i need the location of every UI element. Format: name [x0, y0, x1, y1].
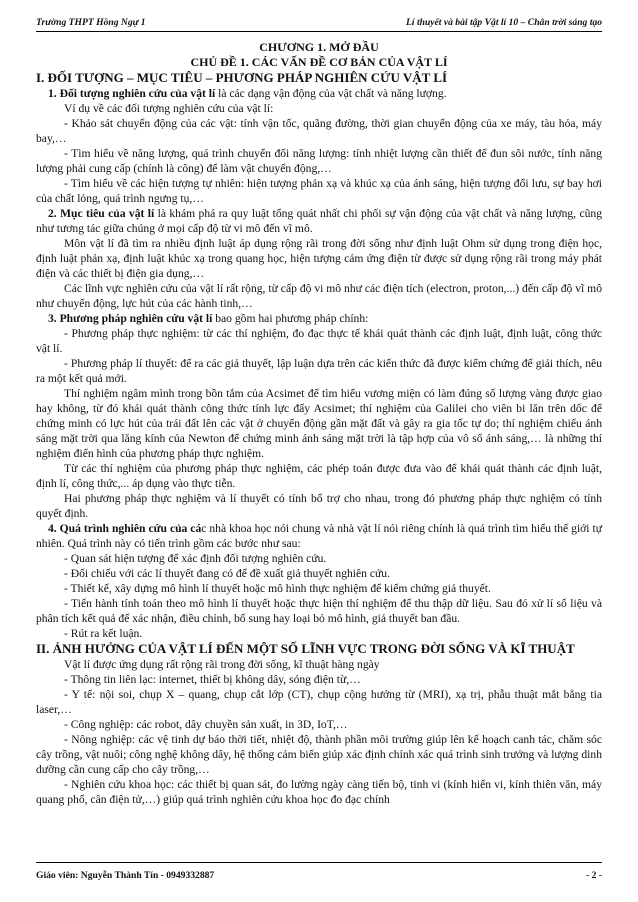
paragraph-text: c nhà khoa học nói chung và nhà vật lí nói riêng chính là quá trình tìm hiểu thế giới tự nhiên. Quá trình này có tiến trình gồm các bước như sau:: [36, 522, 602, 550]
paragraph: [36, 206, 602, 236]
paragraph: - Nghiên cứu khoa học: các thiết bị quan sát, đo lường ngày càng tiến bộ, tinh vi (kính hiển vi, kính thiên văn, máy quang phổ, cân điện tử,…) giúp quá trình nghiên cứu khoa học đo đạc chính: [36, 778, 602, 806]
subheading: 4. Quá trình nghiên cứu của cá: [48, 522, 202, 535]
paragraph: - Tìm hiểu về năng lượng, quá trình chuyển đổi năng lượng: tính nhiệt lượng cần thiết để đun sôi nước, tính năng lượng phải cung cấp (chính là công) để làm vật chuyển động,…: [36, 147, 602, 175]
header-school: Trường THPT Hồng Ngự 1: [36, 17, 146, 28]
paragraph: - Phương pháp thực nghiệm: từ các thí nghiệm, đo đạc thực tế khái quát thành các định luật, định luật, công thức vật lí.: [36, 327, 602, 355]
subheading: 3. Phương pháp nghiên cứu vật lí: [48, 312, 213, 325]
subheading: 2. Mục tiêu của vật lí: [48, 207, 155, 220]
paragraph: Môn vật lí đã tìm ra nhiều định luật áp dụng rộng rãi trong đời sống như định luật Ohm sử dụng trong điện học, định luật phản xạ, định luật khúc xạ trong quang học, hiện tượng cảm ứng điện từ được sử dụng rộng rãi trong máy phát điện và các thiết bị điện gia dụng,…: [36, 237, 602, 280]
paragraph: - Thông tin liên lạc: internet, thiết bị không dây, sóng điện từ,…: [64, 673, 361, 686]
paragraph: [36, 86, 602, 101]
page-header: [36, 10, 602, 32]
footer-teacher: Giáo viên: Nguyễn Thành Tín - 0949332887: [36, 870, 215, 881]
paragraph: Vật lí được ứng dụng rất rộng rãi trong đời sống, kĩ thuật hàng ngày: [64, 658, 380, 671]
page-footer: [36, 862, 602, 886]
topic-title: CHỦ ĐỀ 1. CÁC VẤN ĐỀ CƠ BẢN CỦA VẬT LÍ: [190, 55, 448, 69]
paragraph: - Thiết kế, xây dựng mô hình lí thuyết hoặc mô hình thực nghiệm để kiểm chứng giả thuyết.: [64, 582, 491, 595]
section-2-heading: II. ẢNH HƯỞNG CỦA VẬT LÍ ĐẾN MỘT SỐ LĨNH VỰC TRONG ĐỜI SỐNG VÀ KĨ THUẬT: [36, 641, 575, 656]
paragraph: Từ các thí nghiệm của phương pháp thực nghiệm, các phép toán được đưa vào để khái quát thành các định luật, định lí, công thức,... áp dụng vào thực tiễn.: [36, 462, 602, 490]
paragraph: Các lĩnh vực nghiên cứu của vật lí rất rộng, từ cấp độ vi mô như các điện tích (electron, proton,...) đến cấp độ vĩ mô như chuyển động, lực hút của các hành tinh,…: [36, 282, 602, 310]
paragraph: Thí nghiệm ngâm mình trong bồn tắm của Acsimet để tìm hiểu vương miện có làm đúng số lượng vàng được giao hay không, từ đó khái quát thành công thức tính lực đẩy Acsimet; thí nghiệm của Galilei cho viên bi lăn trên dốc để chứng minh có lực hút của trái đất lên các vật ở chuyển động gần mặt đất và gây ra gia tốc tự do; thí nghiệm chiếu ánh sáng mặt trời qua lăng kính của Newton để chứng minh ánh sáng mặt trời là tập hợp của vô số ánh sáng,… là những thí nghiệm điển hình của phương pháp thực nghiệm.: [36, 387, 602, 460]
paragraph: [36, 521, 602, 551]
paragraph: - Y tế: nội soi, chụp X – quang, chụp cắt lớp (CT), chụp cộng hưởng từ (MRI), xạ trị, phẫu thuật mắt bằng tia laser,…: [36, 688, 602, 716]
paragraph-text: là các dạng vận động của vật chất và năng lượng.: [215, 87, 447, 100]
chapter-title: CHƯƠNG 1. MỞ ĐẦU: [259, 40, 379, 54]
subheading: 1. Đối tượng nghiên cứu của vật lí: [48, 87, 216, 100]
paragraph: - Tiến hành tính toán theo mô hình lí thuyết hoặc thực hiện thí nghiệm để thu thập dữ liệu. Sau đó xử lí số liệu và phân tích kết quả để xác nhận, điều chỉnh, bổ sung hay loại bỏ mô hình, giả thuyết ban đầu.: [36, 597, 602, 625]
paragraph: - Rút ra kết luận.: [64, 627, 143, 640]
paragraph-text: là khám phá ra quy luật tổng quát nhất chi phối sự vận động của vật chất và năng lượng, cũng như tương tác giữa chúng ở mọi cấp độ từ vi mô đến vĩ mô.: [36, 207, 602, 235]
page-content: [36, 40, 602, 807]
paragraph: - Tìm hiểu về các hiện tượng tự nhiên: hiện tượng phản xạ và khúc xạ của ánh sáng, hiện tượng đổi lưu, sự bay hơi của chất lỏng, quá trình ngưng tụ,…: [36, 177, 602, 205]
paragraph-text: bao gồm hai phương pháp chính:: [212, 312, 369, 325]
paragraph: - Công nghiệp: các robot, dây chuyền sản xuất, in 3D, IoT,…: [64, 718, 348, 731]
page-number: - 2 -: [586, 870, 602, 881]
paragraph: - Phương pháp lí thuyết: để ra các giả thuyết, lập luận dựa trên các kiến thức đã được kiểm chứng để giải thích, nêu ra một kết quả mới.: [36, 357, 602, 385]
paragraph: Hai phương pháp thực nghiệm và lí thuyết có tính bổ trợ cho nhau, trong đó phương pháp thực nghiệm có tính quyết định.: [36, 492, 602, 520]
section-1-heading: I. ĐỐI TƯỢNG – MỤC TIÊU – PHƯƠNG PHÁP NGHIÊN CỨU VẬT LÍ: [36, 70, 448, 85]
paragraph: [36, 311, 602, 326]
paragraph: - Khảo sát chuyển động của các vật: tính vận tốc, quãng đường, thời gian chuyển động của xe máy, tàu hỏa, máy bay,…: [36, 117, 602, 145]
paragraph: - Nông nghiệp: các vệ tinh dự báo thời tiết, nhiệt độ, thành phần môi trường giúp lên kế hoạch canh tác, chăm sóc cây trồng, vật nuôi; công nghệ không dây, hệ thống cảm biến giúp xác định chính xác quá trình sinh trưởng và lượng dinh dưỡng cần cung cấp cho cây trồng,…: [36, 733, 602, 776]
paragraph: - Quan sát hiện tượng để xác định đối tượng nghiên cứu.: [64, 552, 327, 565]
header-book-title: Lí thuyết và bài tập Vật lí 10 – Chân trời sáng tạo: [406, 17, 602, 28]
paragraph: Ví dụ về các đối tượng nghiên cứu của vật lí:: [64, 102, 274, 115]
paragraph: - Đối chiếu với các lí thuyết đang có để đề xuất giả thuyết nghiên cứu.: [64, 567, 390, 580]
